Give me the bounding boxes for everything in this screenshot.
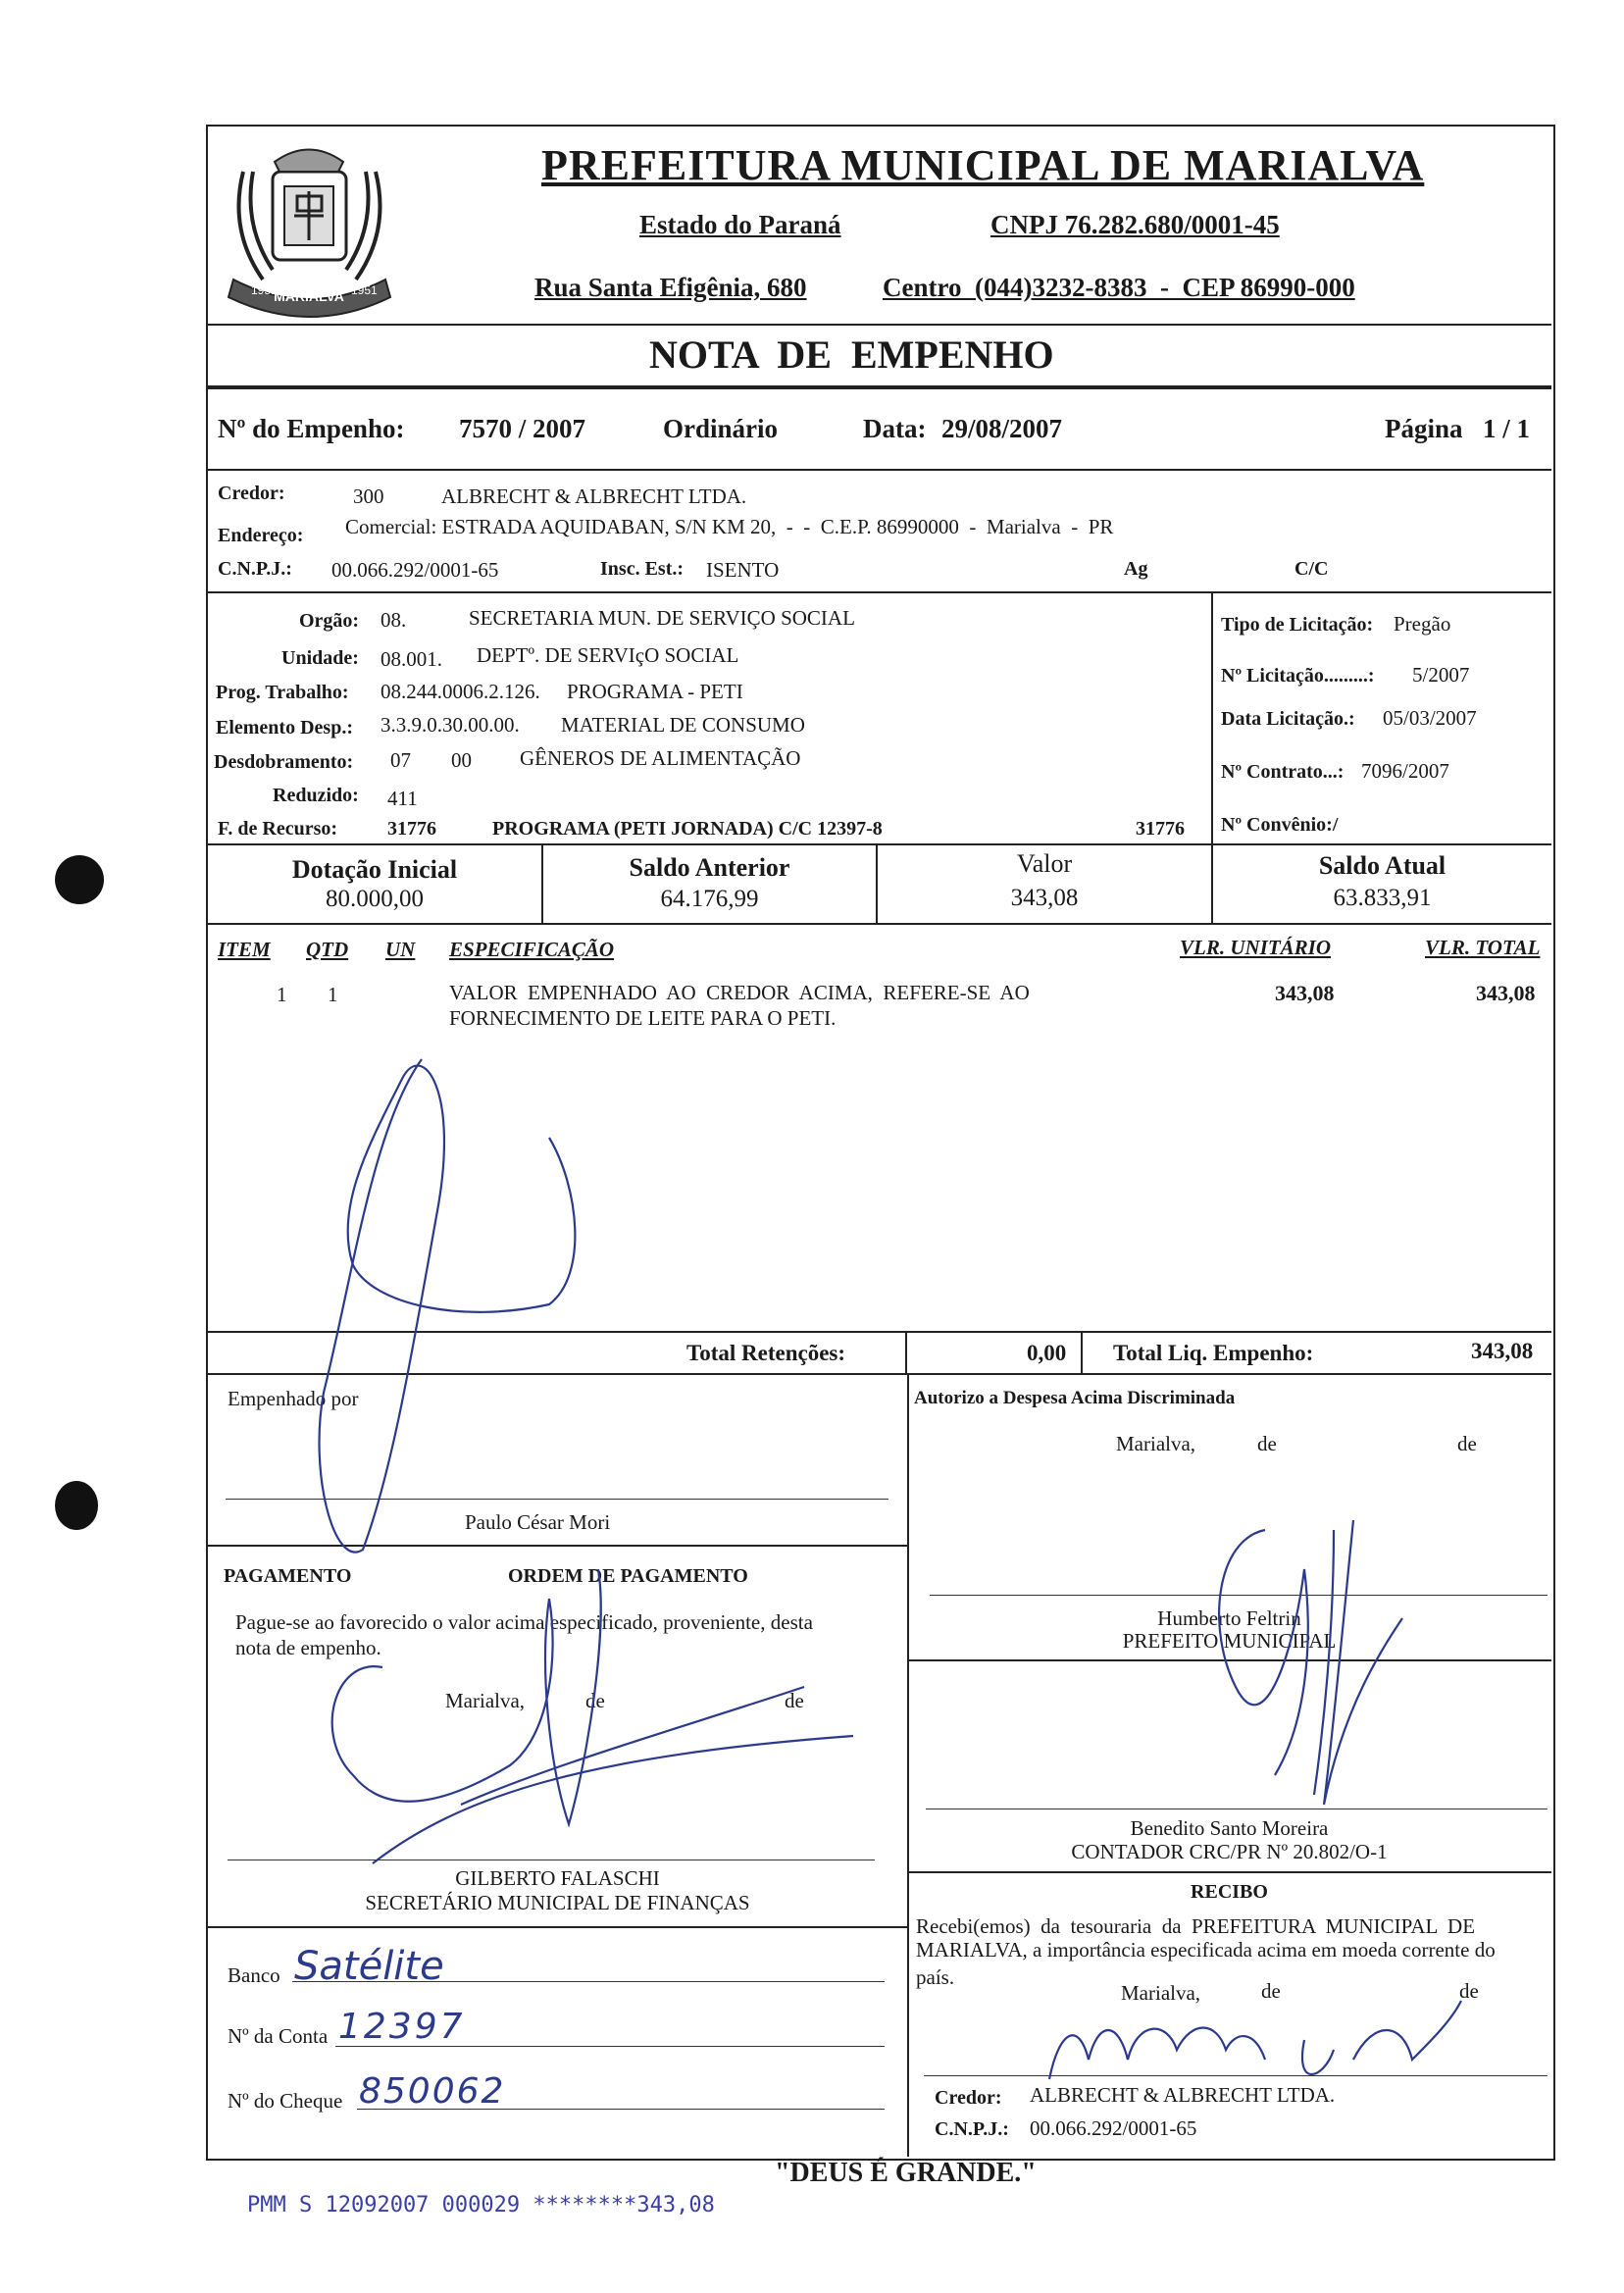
item-row-item: 1: [277, 983, 287, 1006]
autorizo-role: PREFEITO MUNICIPAL: [1122, 1629, 1337, 1653]
col-un: UN: [385, 938, 416, 961]
empenho-date-value: 29/08/2007: [941, 414, 1063, 443]
recibo-credor-label: Credor:: [935, 2087, 1002, 2109]
recibo-text-2: MARIALVA, a importância especificada acima em moeda corrente do: [916, 1938, 1496, 1962]
item-row-vlr-total: 343,08: [1476, 981, 1536, 1005]
recurso-code2: 31776: [1136, 818, 1185, 840]
svg-text:1951: 1951: [351, 283, 378, 297]
insc-label: Insc. Est.:: [600, 558, 685, 580]
elemento-name: MATERIAL DE CONSUMO: [561, 713, 805, 737]
pagamento-name: GILBERTO FALASCHI: [455, 1866, 660, 1890]
saldo-anterior-label: Saldo Anterior: [629, 853, 790, 882]
pagamento-text-1: Pague-se ao favorecido o valor acima especificado, proveniente, desta: [235, 1610, 813, 1634]
liq-value: 343,08: [1471, 1339, 1534, 1363]
unidade-label: Unidade:: [281, 647, 359, 669]
unidade-name: DEPTº. DE SERVIçO SOCIAL: [477, 643, 739, 667]
crest-text: MARIALVA: [274, 288, 344, 304]
contador-role: CONTADOR CRC/PR Nº 20.802/O-1: [1071, 1840, 1388, 1863]
empenho-date-label: Data:: [863, 414, 927, 443]
cheque-value: 850062: [359, 2071, 506, 2112]
saldo-atual-label: Saldo Atual: [1318, 851, 1446, 880]
liq-label: Total Liq. Empenho:: [1113, 1341, 1314, 1365]
orgao-code: 08.: [381, 608, 407, 632]
page-label: Página: [1385, 414, 1463, 443]
svg-text:1951: 1951: [251, 283, 278, 297]
cnpj-credor-value: 00.066.292/0001-65: [331, 558, 499, 582]
signature-empenhado: [320, 1059, 576, 1553]
pagamento-text-2: nota de empenho.: [235, 1636, 381, 1659]
address-label: Rua Santa Efigênia, 680: [534, 273, 807, 302]
valor-label: Valor: [1016, 849, 1073, 878]
tipo-licitacao-label: Tipo de Licitação:: [1221, 614, 1374, 636]
ordem-label: ORDEM DE PAGAMENTO: [508, 1565, 748, 1587]
endereco-label: Endereço:: [218, 525, 304, 546]
pagamento-label: PAGAMENTO: [224, 1565, 352, 1587]
desdobramento-a: 07: [390, 748, 411, 772]
desdobramento-label: Desdobramento:: [214, 751, 354, 773]
dotacao-value: 80.000,00: [326, 886, 424, 912]
convenio-label: Nº Convênio:/: [1221, 814, 1339, 836]
recibo-de-1: de: [1261, 1979, 1281, 2003]
credor-label: Credor:: [218, 483, 285, 504]
contrato-label: Nº Contrato...:: [1221, 761, 1345, 783]
col-espec: ESPECIFICAÇÃO: [449, 938, 615, 961]
pagamento-place: Marialva,: [445, 1689, 526, 1712]
empenhado-label: Empenhado por: [228, 1387, 359, 1410]
autorizo-de-1: de: [1257, 1432, 1277, 1455]
reduzido-value: 411: [387, 787, 418, 810]
ag-label: Ag: [1124, 558, 1148, 580]
pagamento-de-1: de: [585, 1689, 605, 1712]
motto: "DEUS É GRANDE.": [775, 2158, 1037, 2188]
empenhado-name: Paulo César Mori: [465, 1510, 611, 1534]
recibo-title: RECIBO: [1191, 1881, 1268, 1903]
col-vlr-total: VLR. TOTAL: [1425, 936, 1541, 959]
signature-prefeito: [1219, 1520, 1402, 1805]
item-row-vlr-unit: 343,08: [1275, 981, 1335, 1005]
recibo-text-3: país.: [916, 1965, 955, 1989]
retencoes-label: Total Retenções:: [686, 1341, 846, 1365]
signature-pagamento: [332, 1569, 853, 1863]
doc-title: NOTA DE EMPENHO: [649, 332, 1054, 377]
unidade-code: 08.001.: [381, 647, 442, 671]
recibo-credor-value: ALBRECHT & ALBRECHT LTDA.: [1030, 2083, 1336, 2107]
dotacao-label: Dotação Inicial: [291, 855, 458, 884]
item-row-qtd: 1: [328, 983, 338, 1006]
address-rest: Centro (044)3232-8383 - CEP 86990-000: [883, 273, 1355, 302]
autorizo-de-2: de: [1457, 1432, 1477, 1455]
contador-name: Benedito Santo Moreira: [1130, 1816, 1329, 1840]
recurso-code: 31776: [387, 818, 436, 840]
recibo-cnpj-label: C.N.P.J.:: [935, 2118, 1009, 2140]
cheque-label: Nº do Cheque: [228, 2089, 343, 2113]
empenho-num-label: Nº do Empenho:: [218, 414, 405, 443]
cc-label: C/C: [1294, 558, 1329, 580]
empenho-type: Ordinário: [663, 414, 779, 443]
col-vlr-unit: VLR. UNITÁRIO: [1180, 936, 1332, 959]
autorizo-label: Autorizo a Despesa Acima Discriminada: [914, 1388, 1236, 1408]
prog-code: 08.244.0006.2.126.: [381, 680, 540, 703]
banco-label: Banco: [228, 1963, 280, 1987]
credor-code: 300: [353, 484, 384, 508]
prog-label: Prog. Trabalho:: [216, 682, 349, 703]
cnpj-credor-label: C.N.P.J.:: [218, 558, 292, 580]
orgao-name: SECRETARIA MUN. DE SERVIÇO SOCIAL: [469, 606, 855, 630]
recurso-label: F. de Recurso:: [218, 818, 338, 840]
contrato-value: 7096/2007: [1361, 759, 1449, 783]
autorizo-place: Marialva,: [1116, 1432, 1196, 1455]
col-item: ITEM: [218, 938, 271, 961]
data-licitacao-value: 05/03/2007: [1383, 706, 1477, 730]
item-row-espec-2: FORNECIMENTO DE LEITE PARA O PETI.: [449, 1006, 837, 1030]
empenho-num-value: 7570 / 2007: [459, 414, 586, 443]
desdobramento-name: GÊNEROS DE ALIMENTAÇÃO: [520, 746, 801, 770]
data-licitacao-label: Data Licitação.:: [1221, 708, 1355, 730]
recibo-de-2: de: [1459, 1979, 1479, 2003]
banco-value: Satélite: [294, 1944, 444, 1989]
num-licitacao-value: 5/2007: [1412, 663, 1470, 687]
endereco-value: Comercial: ESTRADA AQUIDABAN, S/N KM 20, - - C.E.P. 86990000 - Marialva - PR: [345, 515, 1114, 538]
reduzido-label: Reduzido:: [273, 785, 359, 806]
saldo-anterior-value: 64.176,99: [660, 886, 759, 912]
credor-name: ALBRECHT & ALBRECHT LTDA.: [441, 484, 747, 508]
bank-stamp: PMM S 12092007 000029 ********343,08: [247, 2193, 715, 2217]
recurso-name: PROGRAMA (PETI JORNADA) C/C 12397-8: [492, 818, 883, 840]
num-licitacao-label: Nº Licitação.........:: [1221, 665, 1375, 687]
signature-recebedor: [1049, 2001, 1461, 2079]
pagamento-de-2: de: [785, 1689, 804, 1712]
recibo-text-1: Recebi(emos) da tesouraria da PREFEITURA MUNICIPAL DE: [916, 1914, 1476, 1938]
valor-value: 343,08: [1010, 885, 1079, 911]
elemento-label: Elemento Desp.:: [216, 717, 353, 739]
conta-value: 12397: [338, 2007, 466, 2047]
recibo-cnpj-value: 00.066.292/0001-65: [1030, 2116, 1197, 2140]
insc-value: ISENTO: [706, 558, 780, 582]
saldo-atual-value: 63.833,91: [1333, 885, 1432, 911]
page-title: PREFEITURA MUNICIPAL DE MARIALVA: [541, 141, 1425, 189]
tipo-licitacao-value: Pregão: [1394, 612, 1451, 636]
pagamento-role: SECRETÁRIO MUNICIPAL DE FINANÇAS: [365, 1891, 750, 1914]
page-value: 1 / 1: [1483, 414, 1531, 443]
orgao-label: Orgão:: [299, 610, 360, 632]
autorizo-name: Humberto Feltrin: [1157, 1606, 1301, 1630]
item-row-espec-1: VALOR EMPENHADO AO CREDOR ACIMA, REFERE-SE AO: [449, 981, 1030, 1004]
conta-label: Nº da Conta: [228, 2024, 329, 2048]
state-label: Estado do Paraná: [639, 210, 841, 239]
elemento-code: 3.3.9.0.30.00.00.: [381, 713, 520, 737]
recibo-place: Marialva,: [1121, 1981, 1201, 2005]
desdobramento-b: 00: [451, 748, 472, 772]
prog-name: PROGRAMA - PETI: [567, 680, 743, 703]
cnpj-label: CNPJ 76.282.680/0001-45: [990, 210, 1280, 239]
col-qtd: QTD: [306, 938, 349, 961]
retencoes-value: 0,00: [1027, 1341, 1067, 1365]
